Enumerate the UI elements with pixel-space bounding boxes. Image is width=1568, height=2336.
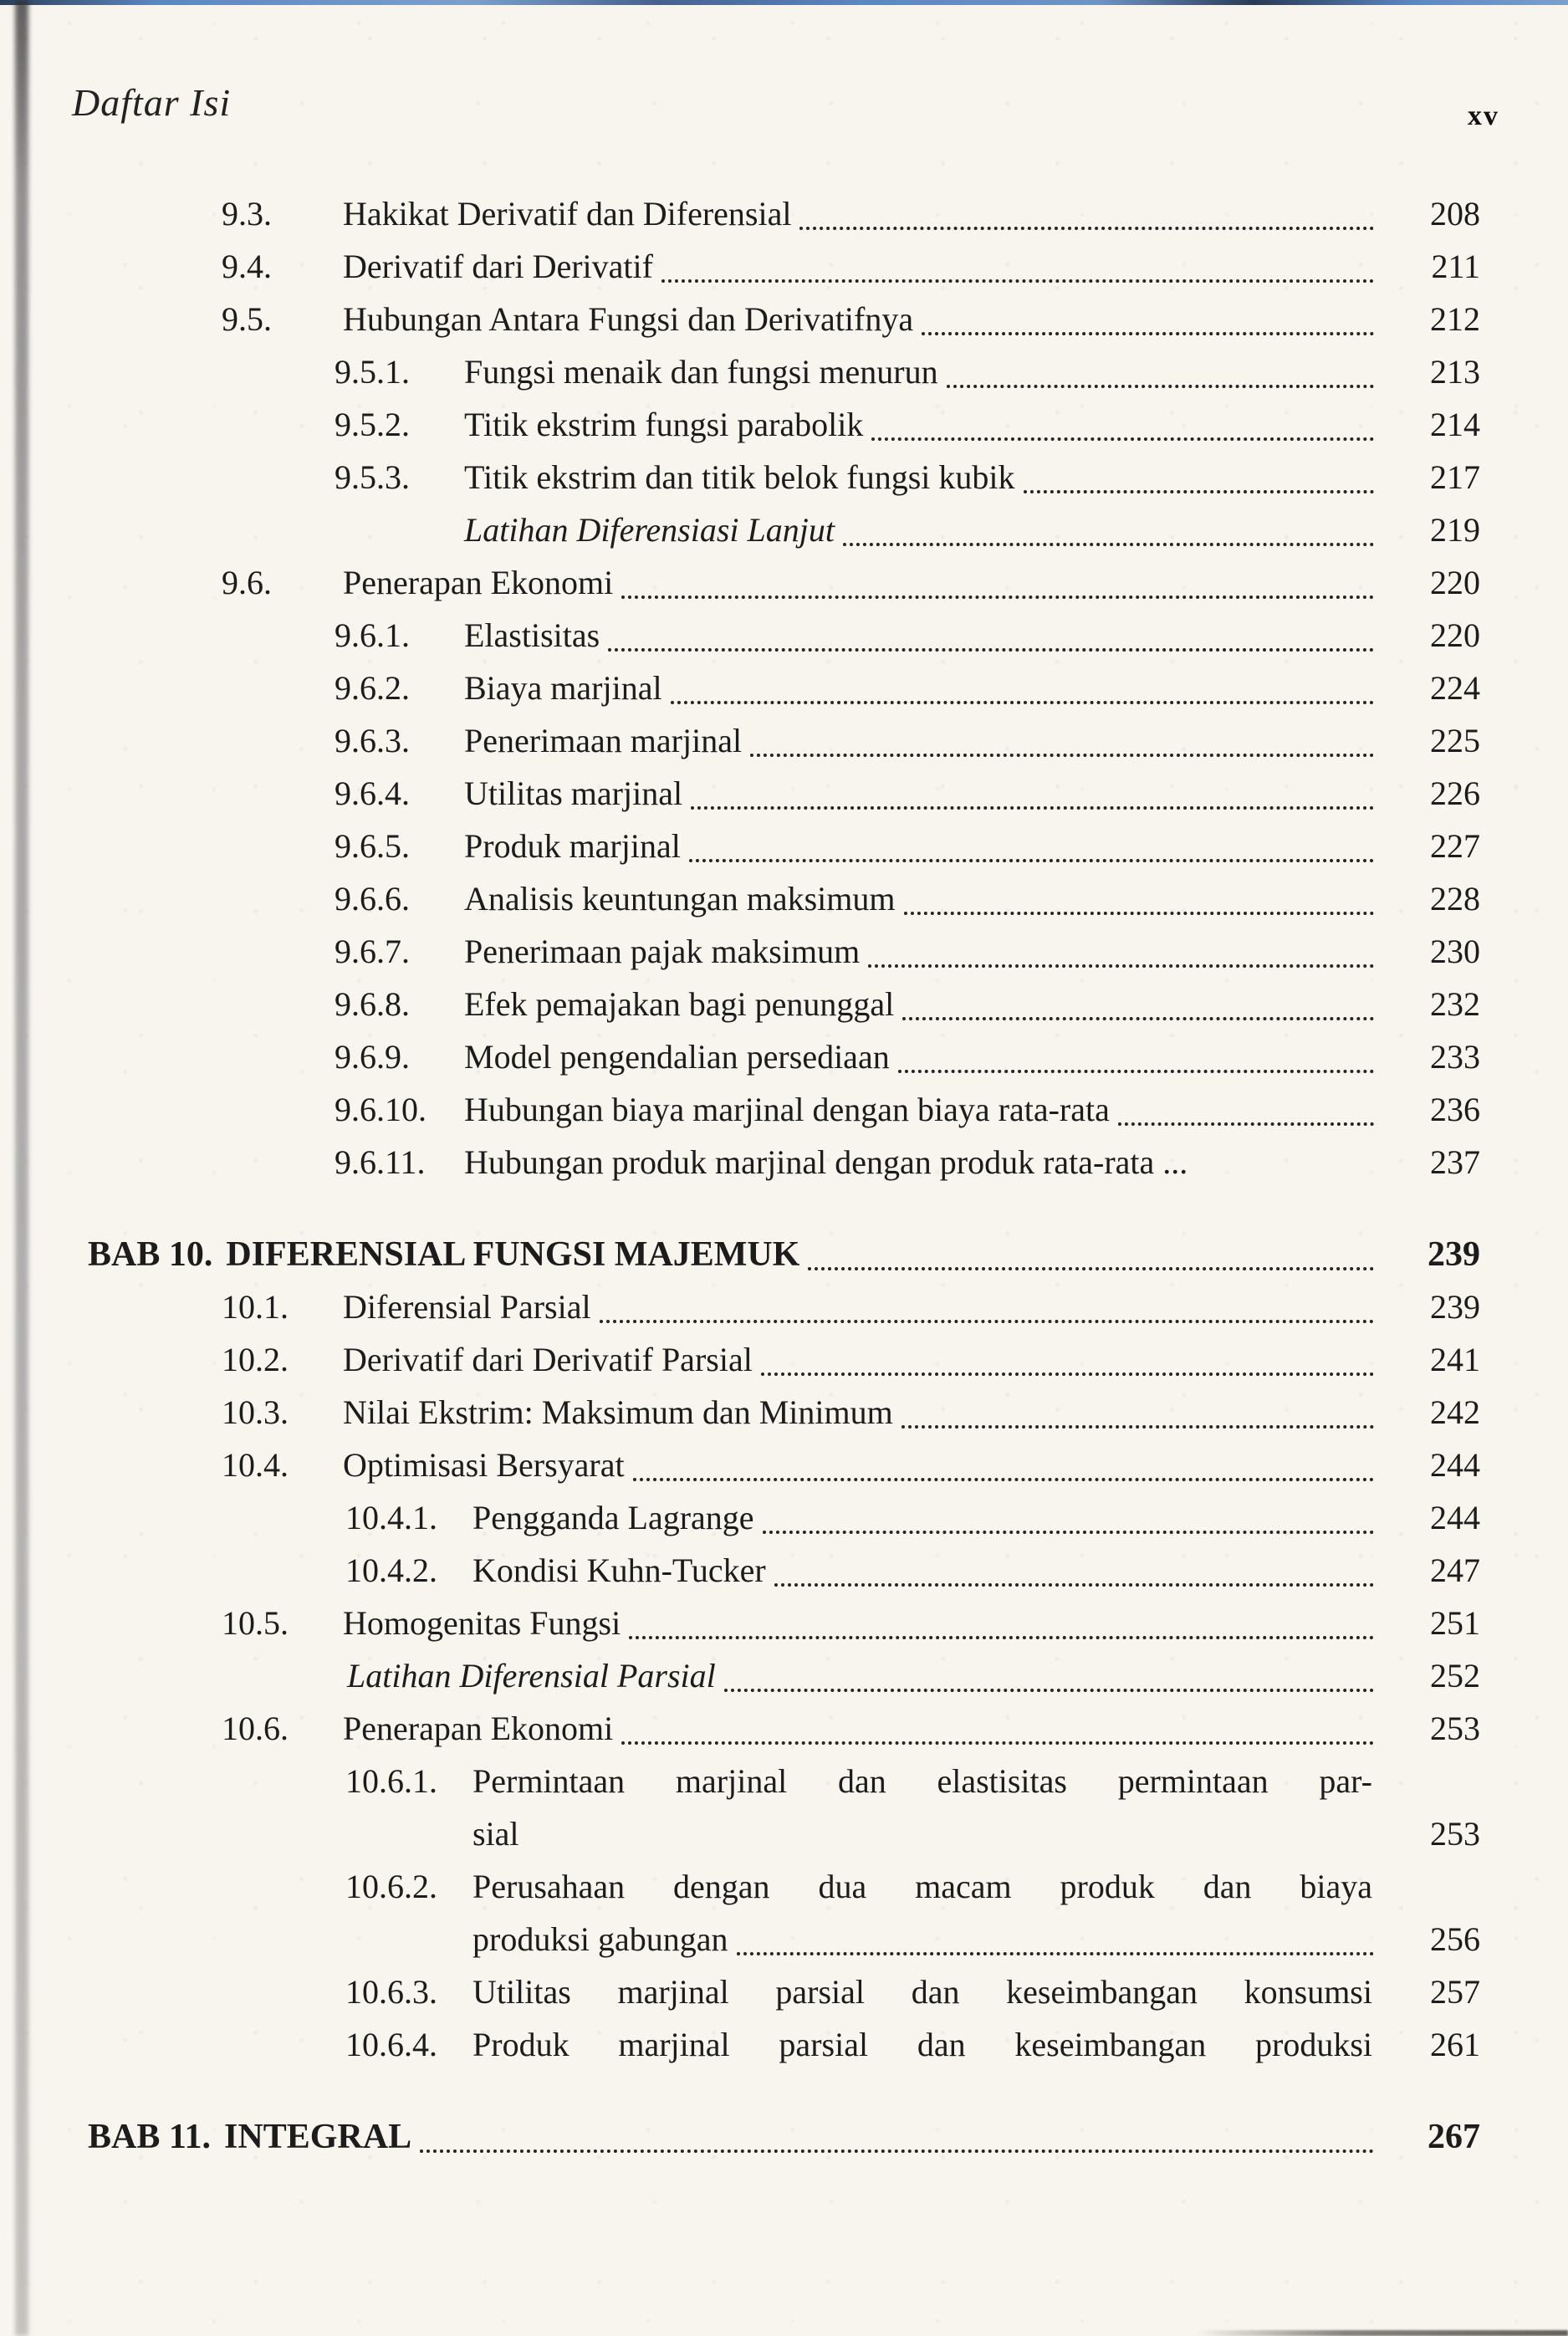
dot-leader — [600, 1320, 1374, 1323]
dot-leader — [902, 1017, 1374, 1020]
toc-row-page: 217 — [1430, 458, 1480, 496]
toc-row-page: 214 — [1430, 406, 1480, 443]
toc-row-number: 9.6.8. — [335, 985, 410, 1023]
toc-row-page: 227 — [1430, 827, 1480, 865]
toc-row — [88, 1964, 1480, 2017]
dot-leader — [799, 227, 1374, 230]
toc-row-number: 9.5.1. — [335, 353, 410, 391]
toc-row-page: 211 — [1431, 248, 1480, 285]
toc-row-number: 10.6. — [222, 1710, 289, 1747]
toc-row-title: Model pengendalian persediaan — [464, 1038, 890, 1076]
toc-row-number: 9.6.7. — [335, 933, 410, 970]
dot-leader — [774, 1583, 1374, 1587]
toc-row-title: Utilitas marjinal — [464, 774, 683, 812]
toc-row — [88, 1806, 1480, 1858]
toc-row-number: 9.6.2. — [335, 669, 410, 707]
toc-row — [88, 1911, 1480, 1964]
toc-row-page: 239 — [1430, 1288, 1480, 1326]
dot-leader — [904, 912, 1374, 915]
toc-row — [88, 765, 1480, 818]
toc-row-page: 253 — [1430, 1815, 1480, 1853]
toc-row-number: 9.5.2. — [335, 406, 410, 443]
toc-row — [88, 1595, 1480, 1648]
toc-row-number: BAB 11. — [88, 2118, 212, 2156]
toc-row-title: Optimisasi Bersyarat — [343, 1446, 625, 1484]
toc-row-page: 252 — [1430, 1657, 1480, 1694]
toc-row — [88, 976, 1480, 1029]
toc-row-number: 9.3. — [222, 195, 272, 233]
toc-row-title: Elastisitas — [464, 616, 600, 654]
toc-row — [88, 1384, 1480, 1437]
toc-row-number: 10.6.1. — [345, 1762, 437, 1800]
toc-row-title: Kondisi Kuhn-Tucker — [472, 1551, 766, 1589]
toc-row-title: Produk marjinal parsial dan keseimbangan produksi — [472, 2026, 1372, 2063]
toc-row — [88, 1542, 1480, 1595]
dot-leader — [420, 2149, 1374, 2153]
toc-row-number: 10.2. — [222, 1341, 289, 1378]
toc-row-title: sial — [472, 1815, 519, 1853]
toc-row-title: Penerapan Ekonomi — [343, 1710, 614, 1747]
toc-row-title: Permintaan marjinal dan elastisitas permintaan par- — [472, 1762, 1372, 1800]
toc-row-page: 253 — [1430, 1710, 1480, 1747]
toc-row-number: 10.4.1. — [345, 1499, 437, 1536]
toc-row-page: 261 — [1430, 2026, 1480, 2063]
dot-leader — [737, 1952, 1374, 1955]
dot-leader — [947, 385, 1374, 388]
toc-row — [88, 1029, 1480, 1081]
page-bottom-edge-shadow — [1196, 2330, 1568, 2336]
running-header-title: Daftar Isi — [72, 81, 232, 124]
toc-row — [88, 1437, 1480, 1490]
toc-row-title: Pengganda Lagrange — [472, 1499, 754, 1536]
toc-row-page: 242 — [1430, 1393, 1480, 1431]
toc-row — [88, 1648, 1480, 1700]
toc-row-title: Titik ekstrim dan titik belok fungsi kubik — [464, 458, 1015, 496]
toc-row-page: 237 — [1430, 1143, 1480, 1181]
dot-leader — [671, 701, 1374, 704]
dot-leader — [629, 1636, 1374, 1639]
toc-row-number: 10.6.4. — [345, 2026, 437, 2063]
toc-row-number: 10.4. — [222, 1446, 289, 1484]
toc-row-title: Nilai Ekstrim: Maksimum dan Minimum — [343, 1393, 893, 1431]
toc-row — [88, 344, 1480, 396]
toc-row-number: 9.6.3. — [335, 722, 410, 759]
toc-row-number: 9.5. — [222, 300, 272, 338]
toc-row-title: Utilitas marjinal parsial dan keseimbangan konsumsi — [472, 1973, 1372, 2011]
dot-leader — [691, 806, 1374, 810]
toc-row-page: 213 — [1430, 353, 1480, 391]
dot-leader — [922, 332, 1374, 335]
dot-leader — [621, 1741, 1374, 1745]
toc-row-page: 251 — [1430, 1604, 1480, 1642]
toc-row-page: 219 — [1430, 511, 1480, 549]
toc-row-page: 247 — [1430, 1551, 1480, 1589]
toc-row — [88, 871, 1480, 923]
toc-row-number: 10.4.2. — [345, 1551, 437, 1589]
page-number-roman: xv — [1468, 100, 1499, 131]
toc-row-title: Derivatif dari Derivatif — [343, 248, 653, 285]
toc-row-number: 10.1. — [222, 1288, 289, 1326]
dot-leader — [608, 648, 1374, 652]
toc-row-number: 9.6.4. — [335, 774, 410, 812]
toc-row — [88, 238, 1480, 291]
toc-row-title: Hakikat Derivatif dan Diferensial — [343, 195, 792, 233]
toc-row — [88, 555, 1480, 607]
toc-row-page: 239 — [1428, 1235, 1480, 1274]
toc-row-number: 9.6.6. — [335, 880, 410, 918]
dot-leader — [898, 1070, 1374, 1073]
toc-row-title: produksi gabungan — [472, 1920, 728, 1958]
toc-row-title: Produk marjinal — [464, 827, 681, 865]
dot-leader — [661, 279, 1374, 283]
toc-row — [88, 502, 1480, 555]
toc-row-title: Perusahaan dengan dua macam produk dan biaya — [472, 1868, 1372, 1905]
dot-leader — [633, 1478, 1374, 1481]
toc-row-number: 10.5. — [222, 1604, 289, 1642]
toc-row — [88, 1490, 1480, 1542]
toc-row — [88, 1134, 1480, 1187]
toc-row-page: 244 — [1430, 1499, 1480, 1536]
toc-row-title: Efek pemajakan bagi penunggal — [464, 985, 895, 1023]
toc-row — [88, 713, 1480, 765]
toc-row-page: 208 — [1430, 195, 1480, 233]
toc-row-number: 10.6.3. — [345, 1973, 437, 2011]
toc-row-title: Diferensial Parsial — [343, 1288, 591, 1326]
dot-leader — [750, 754, 1374, 757]
toc-row-page: 212 — [1430, 300, 1480, 338]
dot-leader — [621, 596, 1374, 599]
toc-row-page: 220 — [1430, 564, 1480, 601]
toc-row — [88, 1753, 1480, 1806]
toc-row-title: Biaya marjinal — [464, 669, 662, 707]
toc-row-page: 230 — [1430, 933, 1480, 970]
toc-row — [88, 449, 1480, 502]
dot-leader — [763, 1531, 1374, 1534]
table-of-contents — [88, 186, 1480, 2161]
toc-row — [88, 1858, 1480, 1911]
toc-row-number: 9.6.5. — [335, 827, 410, 865]
toc-row-number: 10.6.2. — [345, 1868, 437, 1905]
toc-row-page: 224 — [1430, 669, 1480, 707]
toc-row-page: 233 — [1430, 1038, 1480, 1076]
toc-row-page: 256 — [1430, 1920, 1480, 1958]
dot-leader — [689, 859, 1374, 862]
toc-row-number: 9.4. — [222, 248, 272, 285]
dot-leader — [1024, 490, 1374, 493]
toc-row-page: 241 — [1430, 1341, 1480, 1378]
toc-row-page: 236 — [1430, 1091, 1480, 1128]
toc-row — [88, 396, 1480, 449]
dot-leader — [808, 1267, 1374, 1270]
toc-row-title: Fungsi menaik dan fungsi menurun — [464, 353, 938, 391]
toc-row-title: INTEGRAL — [224, 2118, 412, 2156]
toc-row-page: 257 — [1430, 1973, 1480, 2011]
toc-row-title: Analisis keuntungan maksimum — [464, 880, 896, 918]
toc-row — [88, 291, 1480, 344]
toc-row — [88, 1332, 1480, 1384]
toc-row-number: BAB 10. — [88, 1235, 213, 1274]
toc-row-number: 9.6.10. — [335, 1091, 426, 1128]
toc-row — [88, 1700, 1480, 1753]
toc-row-title: Hubungan produk marjinal dengan produk rata-rata ... — [464, 1143, 1188, 1181]
dot-leader — [843, 543, 1374, 546]
toc-row — [88, 2017, 1480, 2069]
toc-row-title: DIFERENSIAL FUNGSI MAJEMUK — [226, 1235, 800, 1274]
toc-row-number: 9.6.11. — [335, 1143, 426, 1181]
page-top-edge-line — [0, 0, 1568, 5]
toc-row — [88, 1081, 1480, 1134]
toc-row-page: 267 — [1428, 2118, 1480, 2156]
toc-row-title: Hubungan Antara Fungsi dan Derivatifnya — [343, 300, 914, 338]
book-spine-shadow — [15, 0, 28, 2336]
toc-row-title: Titik ekstrim fungsi parabolik — [464, 406, 864, 443]
dot-leader — [1118, 1122, 1374, 1126]
toc-row — [88, 923, 1480, 976]
dot-leader — [868, 964, 1374, 968]
toc-row — [88, 1226, 1480, 1279]
dot-leader — [724, 1689, 1374, 1692]
toc-row-number: 10.3. — [222, 1393, 289, 1431]
toc-row-number: 9.5.3. — [335, 458, 410, 496]
toc-row — [88, 818, 1480, 871]
toc-row-number: 9.6.9. — [335, 1038, 410, 1076]
toc-row — [88, 1279, 1480, 1332]
toc-row-title: Latihan Diferensial Parsial — [347, 1657, 716, 1694]
toc-row — [88, 186, 1480, 238]
toc-row — [88, 2109, 1480, 2161]
toc-row-page: 244 — [1430, 1446, 1480, 1484]
dot-leader — [871, 437, 1374, 441]
toc-row-title: Homogenitas Fungsi — [343, 1604, 621, 1642]
dot-leader — [901, 1425, 1374, 1429]
toc-row-title: Penerimaan pajak maksimum — [464, 933, 861, 970]
toc-row-title: Latihan Diferensiasi Lanjut — [464, 511, 835, 549]
toc-row-page: 232 — [1430, 985, 1480, 1023]
toc-row-title: Penerimaan marjinal — [464, 722, 743, 759]
toc-row-page: 228 — [1430, 880, 1480, 918]
toc-row-page: 226 — [1430, 774, 1480, 812]
toc-row-title: Penerapan Ekonomi — [343, 564, 614, 601]
toc-row-title: Derivatif dari Derivatif Parsial — [343, 1341, 753, 1378]
toc-row-title: Hubungan biaya marjinal dengan biaya rata-rata — [464, 1091, 1110, 1128]
dot-leader — [761, 1372, 1374, 1376]
toc-row — [88, 607, 1480, 660]
toc-row-number: 9.6.1. — [335, 616, 410, 654]
toc-row-number: 9.6. — [222, 564, 272, 601]
toc-row-page: 225 — [1430, 722, 1480, 759]
toc-row — [88, 660, 1480, 713]
toc-row-page: 220 — [1430, 616, 1480, 654]
